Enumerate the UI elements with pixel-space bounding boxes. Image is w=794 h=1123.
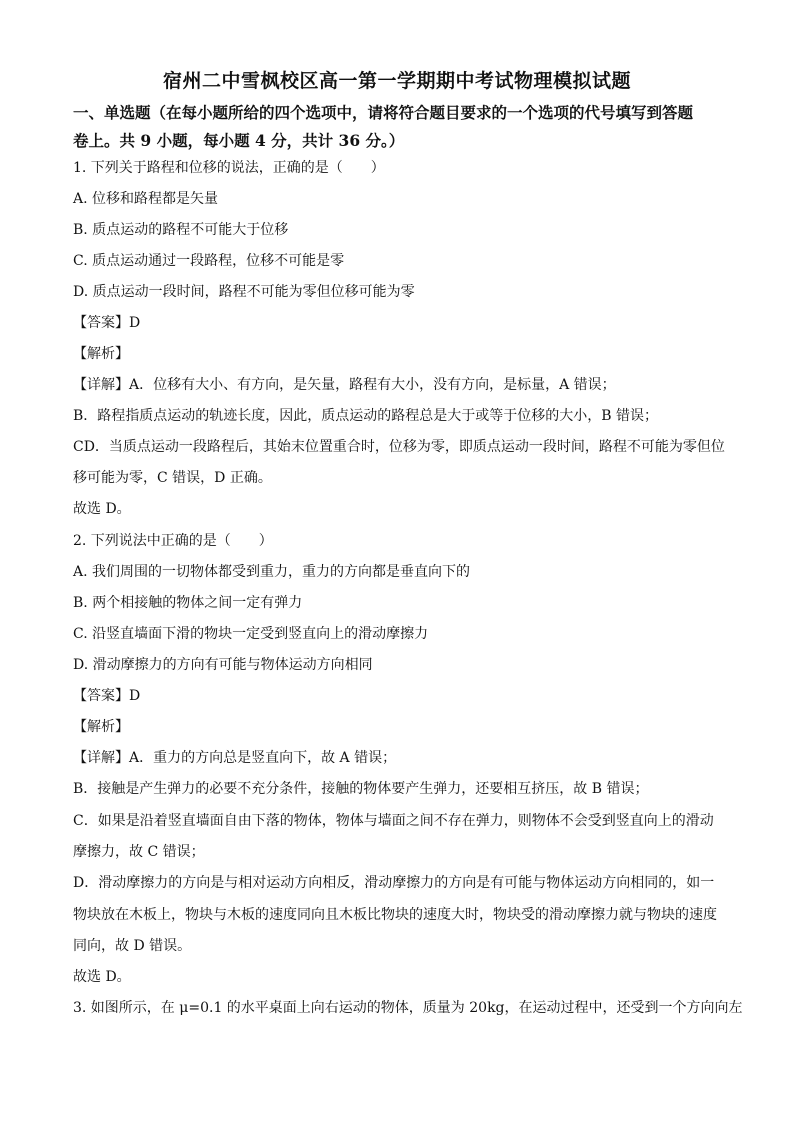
q2-detail-4a: D．滑动摩擦力的方向是与相对运动方向相反，滑动摩擦力的方向是有可能与物体运动方向相同的，如一 bbox=[73, 875, 715, 891]
page-title: 宿州二中雪枫校区高一第一学期期中考试物理模拟试题 bbox=[162, 70, 631, 92]
q2-detail-2: B．接触是产生弹力的必要不充分条件，接触的物体要产生弹力，还要相互挤压，故 B 错误； bbox=[73, 781, 649, 797]
section-heading-line-1: 一、单选题（在每小题所给的四个选项中，请将符合题目要求的一个选项的代号填写到答题 bbox=[73, 103, 694, 122]
section-heading-line-2: 卷上。共 9 小题，每小题 4 分，共计 36 分。） bbox=[73, 131, 405, 150]
q1-conclusion: 故选 D。 bbox=[73, 501, 131, 517]
q1-detail-1: 【详解】A．位移有大小、有方向，是矢量，路程有大小，没有方向，是标量，A 错误； bbox=[73, 377, 616, 393]
q1-detail-3a: CD．当质点运动一段路程后，其始末位置重合时，位移为零，即质点运动一段时间，路程不可能为零但位 bbox=[73, 439, 725, 455]
q2-option-b: B. 两个相接触的物体之间一定有弹力 bbox=[73, 595, 303, 611]
q2-option-c: C. 沿竖直墙面下滑的物块一定受到竖直向上的滑动摩擦力 bbox=[73, 626, 429, 642]
q2-conclusion: 故选 D。 bbox=[73, 969, 131, 985]
q1-option-a: A. 位移和路程都是矢量 bbox=[73, 191, 219, 207]
q2-analysis-label: 【解析】 bbox=[73, 719, 129, 735]
q1-option-c: C. 质点运动通过一段路程，位移不可能是零 bbox=[73, 253, 345, 269]
q1-analysis-label: 【解析】 bbox=[73, 346, 129, 362]
q2-detail-3b: 摩擦力，故 C 错误； bbox=[73, 844, 205, 860]
q1-option-b: B. 质点运动的路程不可能大于位移 bbox=[73, 222, 289, 238]
q2-detail-4b: 物块放在木板上，物块与木板的速度同向且木板比物块的速度大时，物块受的滑动摩擦力就与物块的速度 bbox=[73, 907, 717, 923]
q3-stem: 3. 如图所示，在 μ=0.1 的水平桌面上向右运动的物体，质量为 20kg，在运动过程中，还受到一个方向向左 bbox=[73, 1000, 743, 1016]
q1-answer: 【答案】D bbox=[73, 315, 141, 331]
q2-option-a: A. 我们周围的一切物体都受到重力，重力的方向都是垂直向下的 bbox=[73, 564, 471, 580]
q2-stem: 2. 下列说法中正确的是（ ） bbox=[73, 533, 273, 549]
q1-option-d: D. 质点运动一段时间，路程不可能为零但位移可能为零 bbox=[73, 284, 415, 300]
q1-detail-3b: 移可能为零，C 错误，D 正确。 bbox=[73, 470, 272, 486]
q2-detail-3a: C．如果是沿着竖直墙面自由下落的物体，物体与墙面之间不存在弹力，则物体不会受到竖直向上的滑动 bbox=[73, 813, 714, 829]
q2-detail-1: 【详解】A．重力的方向总是竖直向下，故 A 错误； bbox=[73, 750, 397, 766]
q2-option-d: D. 滑动摩擦力的方向有可能与物体运动方向相同 bbox=[73, 657, 373, 673]
q1-stem: 1. 下列关于路程和位移的说法，正确的是（ ） bbox=[73, 160, 385, 176]
q1-detail-2: B．路程指质点运动的轨迹长度，因此，质点运动的路程总是大于或等于位移的大小，B 错误； bbox=[73, 408, 659, 424]
q2-detail-4c: 同向，故 D 错误。 bbox=[73, 938, 192, 954]
q2-answer: 【答案】D bbox=[73, 688, 141, 704]
